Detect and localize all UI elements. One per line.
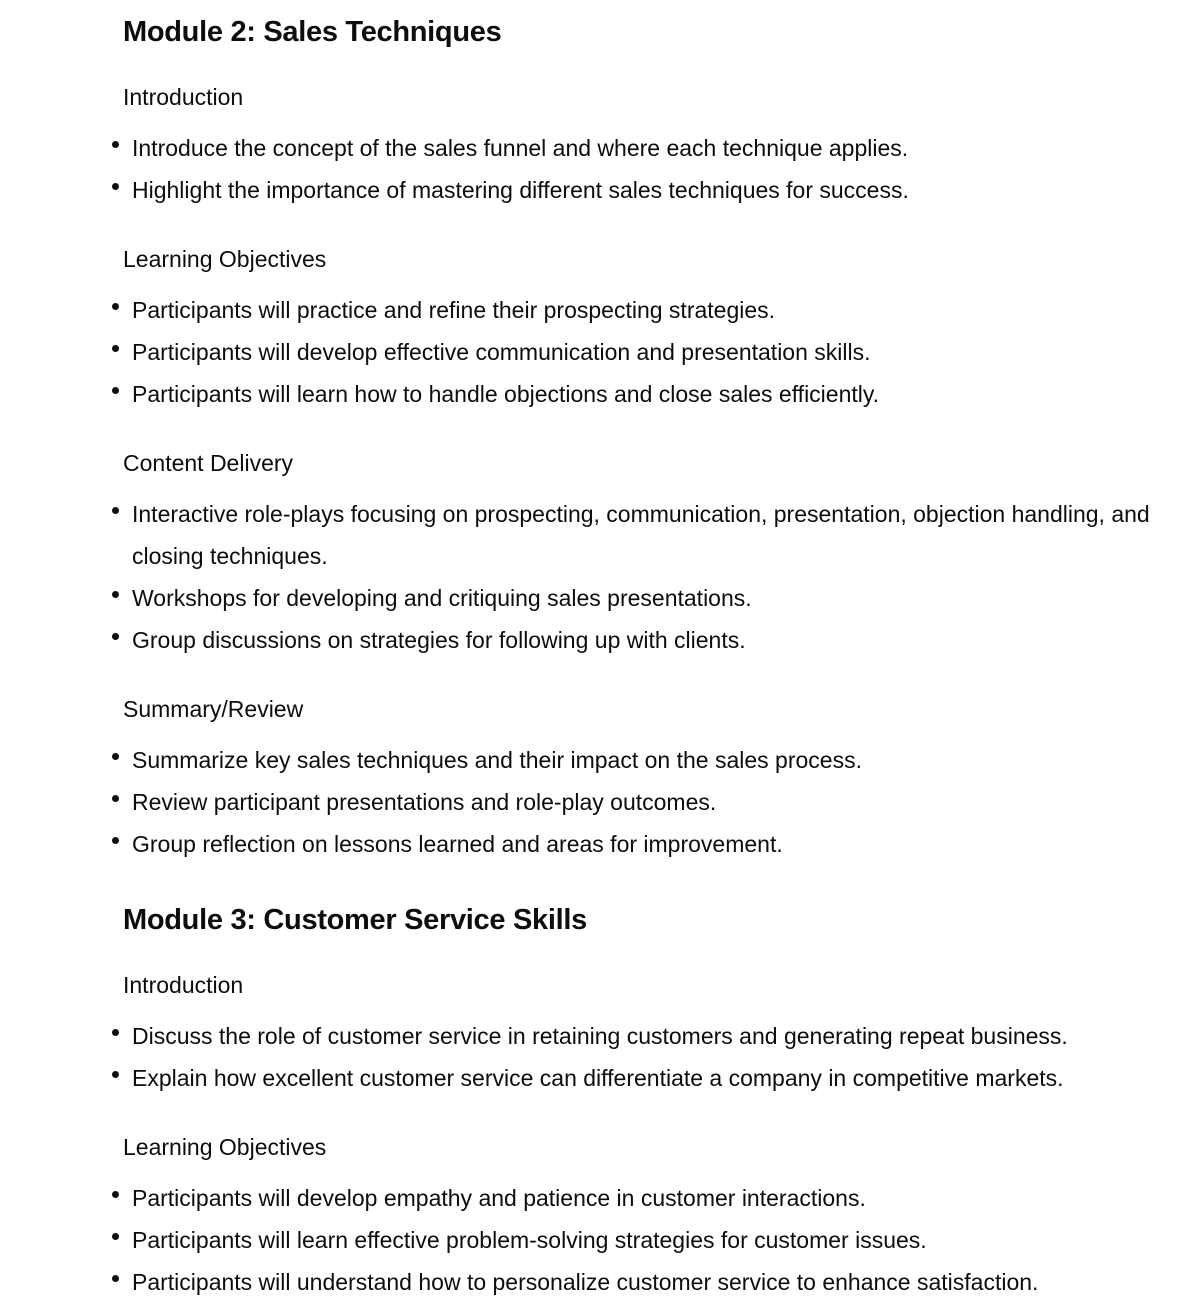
list-item: Interactive role-plays focusing on prospecting, communication, presentation, objection handling, and closing techniques. xyxy=(0,493,1194,577)
section-heading-summary-review: Summary/Review xyxy=(123,696,304,722)
bullet-icon xyxy=(112,507,119,514)
section-heading-introduction: Introduction xyxy=(123,84,244,110)
list-item: Introduce the concept of the sales funnel and where each technique applies. xyxy=(0,127,1200,169)
bullet-icon xyxy=(112,795,119,802)
bullet-icon xyxy=(112,141,119,148)
module-title: Module 2: Sales Techniques xyxy=(123,16,502,48)
bullet-icon xyxy=(112,753,119,760)
list-item: Discuss the role of customer service in retaining customers and generating repeat business. xyxy=(0,1015,1200,1057)
list-item: Group discussions on strategies for following up with clients. xyxy=(0,619,1200,661)
list-item: Summarize key sales techniques and their impact on the sales process. xyxy=(0,739,1200,781)
bullet-list xyxy=(0,1015,1200,1099)
list-item: Participants will develop effective communication and presentation skills. xyxy=(0,331,1200,373)
bullet-icon xyxy=(112,1233,119,1240)
list-item: Review participant presentations and role-play outcomes. xyxy=(0,781,1200,823)
bullet-list xyxy=(0,127,1200,211)
bullet-icon xyxy=(112,1275,119,1282)
bullet-list xyxy=(0,493,1200,661)
list-item: Workshops for developing and critiquing sales presentations. xyxy=(0,577,1200,619)
section-heading-content-delivery: Content Delivery xyxy=(123,450,294,476)
list-item: Participants will learn how to handle objections and close sales efficiently. xyxy=(0,373,1200,415)
module-title: Module 3: Customer Service Skills xyxy=(123,904,587,936)
bullet-icon xyxy=(112,633,119,640)
bullet-icon xyxy=(112,183,119,190)
bullet-list xyxy=(0,1177,1200,1303)
bullet-icon xyxy=(112,1029,119,1036)
bullet-icon xyxy=(112,837,119,844)
list-item: Group reflection on lessons learned and areas for improvement. xyxy=(0,823,1200,865)
section-heading-introduction: Introduction xyxy=(123,972,244,998)
list-item: Highlight the importance of mastering different sales techniques for success. xyxy=(0,169,1200,211)
list-item: Participants will develop empathy and patience in customer interactions. xyxy=(0,1177,1200,1219)
bullet-icon xyxy=(112,387,119,394)
bullet-icon xyxy=(112,1191,119,1198)
bullet-icon xyxy=(112,1071,119,1078)
list-item: Explain how excellent customer service can differentiate a company in competitive markets. xyxy=(0,1057,1200,1099)
bullet-icon xyxy=(112,591,119,598)
bullet-icon xyxy=(112,303,119,310)
bullet-icon xyxy=(112,345,119,352)
section-heading-learning-objectives: Learning Objectives xyxy=(123,246,327,272)
list-item: Participants will practice and refine their prospecting strategies. xyxy=(0,289,1200,331)
list-item: Participants will understand how to personalize customer service to enhance satisfaction. xyxy=(0,1261,1200,1303)
section-heading-learning-objectives: Learning Objectives xyxy=(123,1134,327,1160)
list-item: Participants will learn effective problem-solving strategies for customer issues. xyxy=(0,1219,1200,1261)
bullet-list xyxy=(0,739,1200,865)
bullet-list xyxy=(0,289,1200,415)
